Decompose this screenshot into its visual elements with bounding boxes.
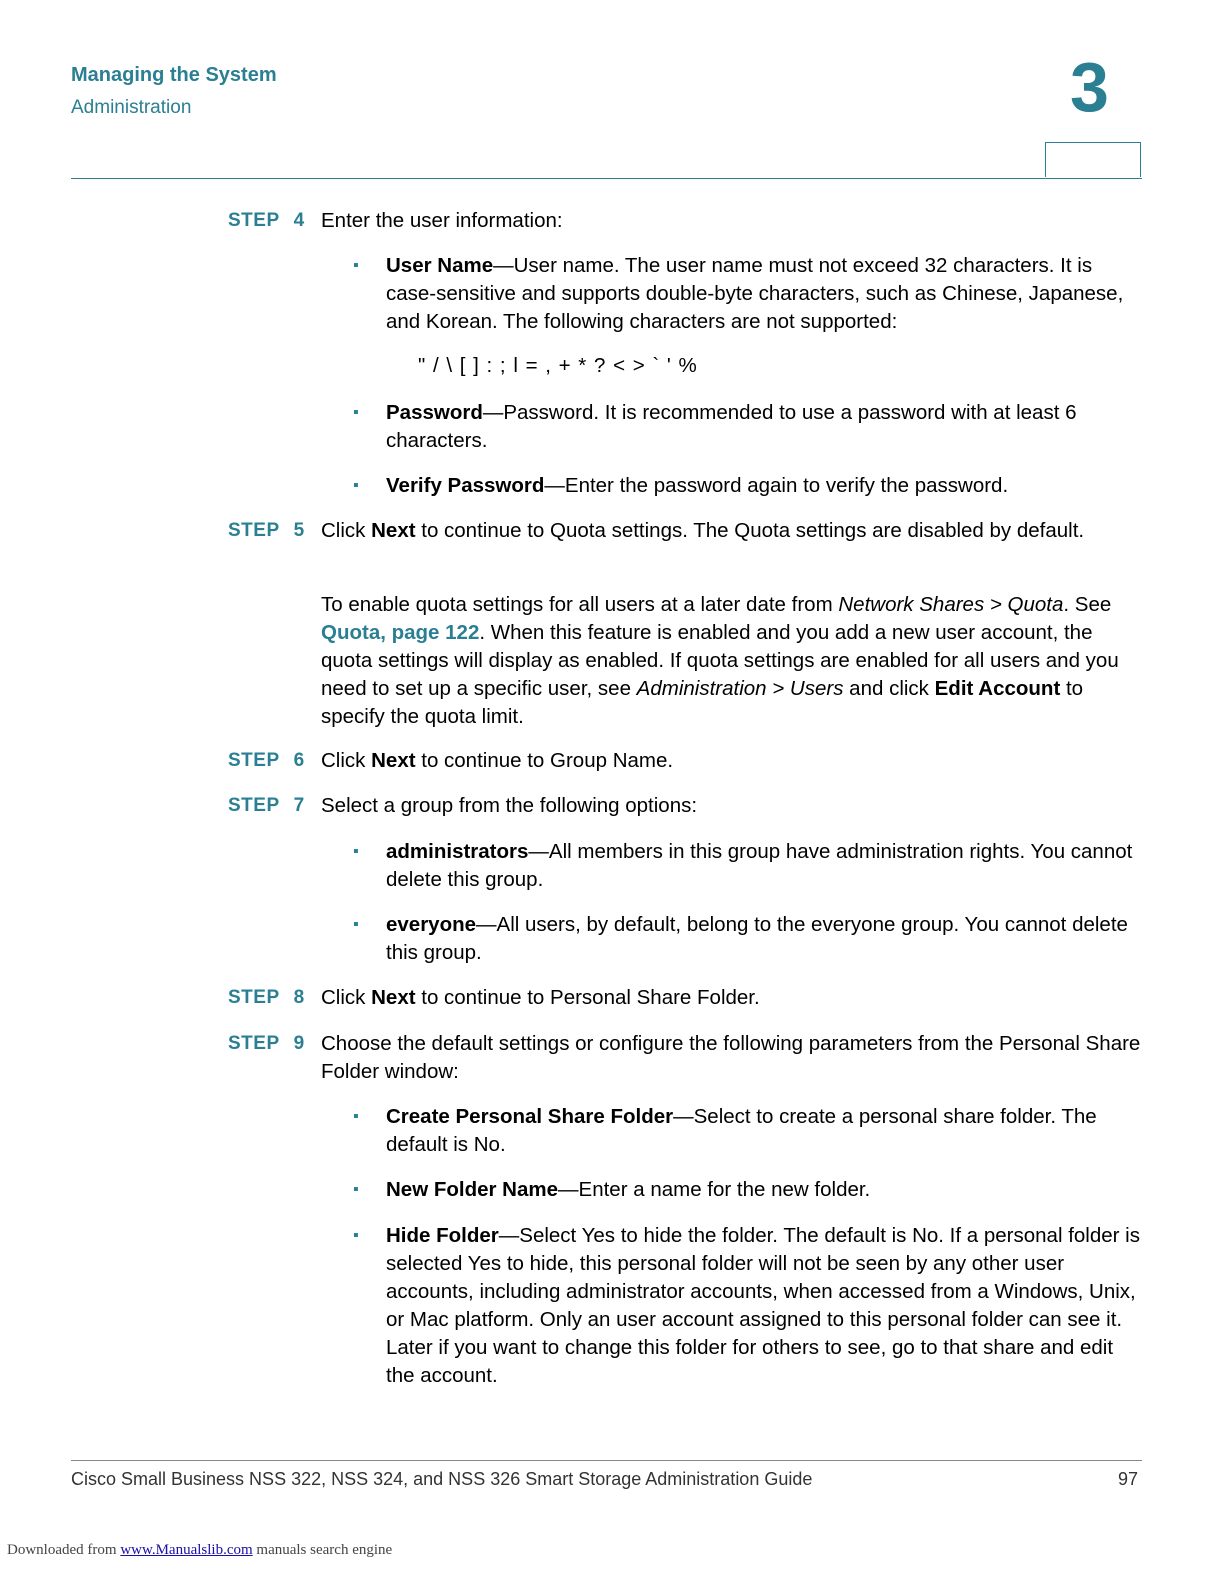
bullet-icon: ▪ [353,916,359,933]
text-run: Click [321,519,372,542]
bullet-item [386,1103,1142,1159]
next-term: Next [371,519,416,542]
bullet-text: —Password. It is recommended to use a password with at least 6 characters. [386,401,1077,452]
unsupported-characters: " / \ [ ] : ; l = , + * ? < > ` ' % [418,354,698,377]
step-text [321,747,1141,775]
bullet-text: —All users, by default, belong to the everyone group. You cannot delete this group. [386,913,1128,964]
step-label [228,987,305,1009]
step-label [228,520,305,542]
step-word: STEP [228,210,280,231]
text-run: and click [843,677,935,700]
manualslib-link[interactable]: www.Manualslib.com [120,1542,253,1558]
running-header-subtitle: Administration [71,97,192,118]
bullet-icon: ▪ [353,1181,359,1198]
step-number: 4 [293,210,305,231]
text-run: To enable quota settings for all users at a later date from [321,593,839,616]
chapter-tab [1045,142,1141,177]
bullet-term: User Name [386,254,494,277]
text-run: to specify the quota limit. [321,677,1084,728]
bullet-icon: ▪ [353,257,359,274]
text-run: to continue to Group Name. [415,749,674,772]
menu-path: Administration > Users [636,677,844,700]
bullet-item [386,1222,1142,1390]
text-run: . When this feature is enabled and you add a new user account, the quota settings will display as enabled. If quota settings are enabled for all users and you need to set up a specific user, see [321,621,1119,700]
bullet-term: Create Personal Share Folder [386,1105,674,1128]
step-word: STEP [228,1033,280,1054]
running-header-title: Managing the System [71,64,277,86]
step-text [321,984,1141,1012]
text-run: Click [321,986,372,1009]
step-text: Select a group from the following options: [321,794,698,817]
bullet-icon: ▪ [353,843,359,860]
bullet-icon: ▪ [353,1227,359,1244]
step-label [228,1033,305,1055]
step-word: STEP [228,520,280,541]
bullet-text: —User name. The user name must not exceed 32 characters. It is case-sensitive and supports double-byte characters, such as Chinese, Japanese, and Korean. The following characters are not supported: [386,254,1124,333]
footer-rule [71,1460,1142,1461]
footer-title: Cisco Small Business NSS 322, NSS 324, and NSS 326 Smart Storage Administration Guide [71,1469,813,1489]
quota-page-link[interactable]: Quota, page 122 [321,621,480,644]
bullet-term: Hide Folder [386,1224,499,1247]
step-label [228,795,305,817]
edit-account-term: Edit Account [934,677,1061,700]
step-text: Choose the default settings or configure the following parameters from the Personal Share Folder window: [321,1032,1141,1083]
text-run: Click [321,749,372,772]
bullet-term: New Folder Name [386,1178,559,1201]
step-word: STEP [228,987,280,1008]
bullet-text: —Select to create a personal share folder. The default is No. [386,1105,1097,1156]
bullet-text: —Enter the password again to verify the password. [544,474,1009,497]
text-run: to continue to Quota settings. The Quota settings are disabled by default. [415,519,1085,542]
bullet-text: —Enter a name for the new folder. [558,1178,871,1201]
bullet-icon: ▪ [353,404,359,421]
step-label [228,210,305,232]
bullet-item [386,399,1142,455]
text-run: . See [1063,593,1112,616]
next-term: Next [371,749,416,772]
bullet-text: —All members in this group have administration rights. You cannot delete this group. [386,840,1133,891]
step-word: STEP [228,750,280,771]
bullet-item [386,838,1142,894]
download-prefix: Downloaded from [7,1542,121,1558]
bullet-item [386,1176,1142,1204]
download-notice [7,1542,392,1559]
step-number: 8 [293,987,305,1008]
step-number: 5 [293,520,305,541]
bullet-term: administrators [386,840,529,863]
bullet-icon: ▪ [353,477,359,494]
step-text [321,517,1141,545]
bullet-item [386,472,1142,500]
step-number: 6 [293,750,305,771]
bullet-term: Password [386,401,483,424]
bullet-text: —Select Yes to hide the folder. The default is No. If a personal folder is selected Yes to hide, this personal folder will not be seen by any other user accounts, including administrator accounts, when accessed from a Windows, Unix, or Mac platform. Only an user account assigned to this personal folder can see it. Later if you want to change this folder for others to see, go to that share and edit the account. [386,1224,1140,1387]
bullet-term: Verify Password [386,474,545,497]
step-paragraph [321,591,1141,731]
step-label [228,750,305,772]
step-number: 9 [293,1033,305,1054]
download-suffix: manuals search engine [252,1542,393,1558]
step-number: 7 [293,795,305,816]
step-word: STEP [228,795,280,816]
bullet-term: everyone [386,913,477,936]
next-term: Next [371,986,416,1009]
menu-path: Network Shares > Quota [838,593,1064,616]
bullet-icon: ▪ [353,1108,359,1125]
bullet-item [386,911,1142,967]
step-text: Enter the user information: [321,209,563,232]
text-run: to continue to Personal Share Folder. [415,986,760,1009]
page-number: 97 [1118,1469,1139,1489]
chapter-number: 3 [1070,48,1109,126]
bullet-item [386,252,1142,336]
header-rule [71,178,1142,179]
